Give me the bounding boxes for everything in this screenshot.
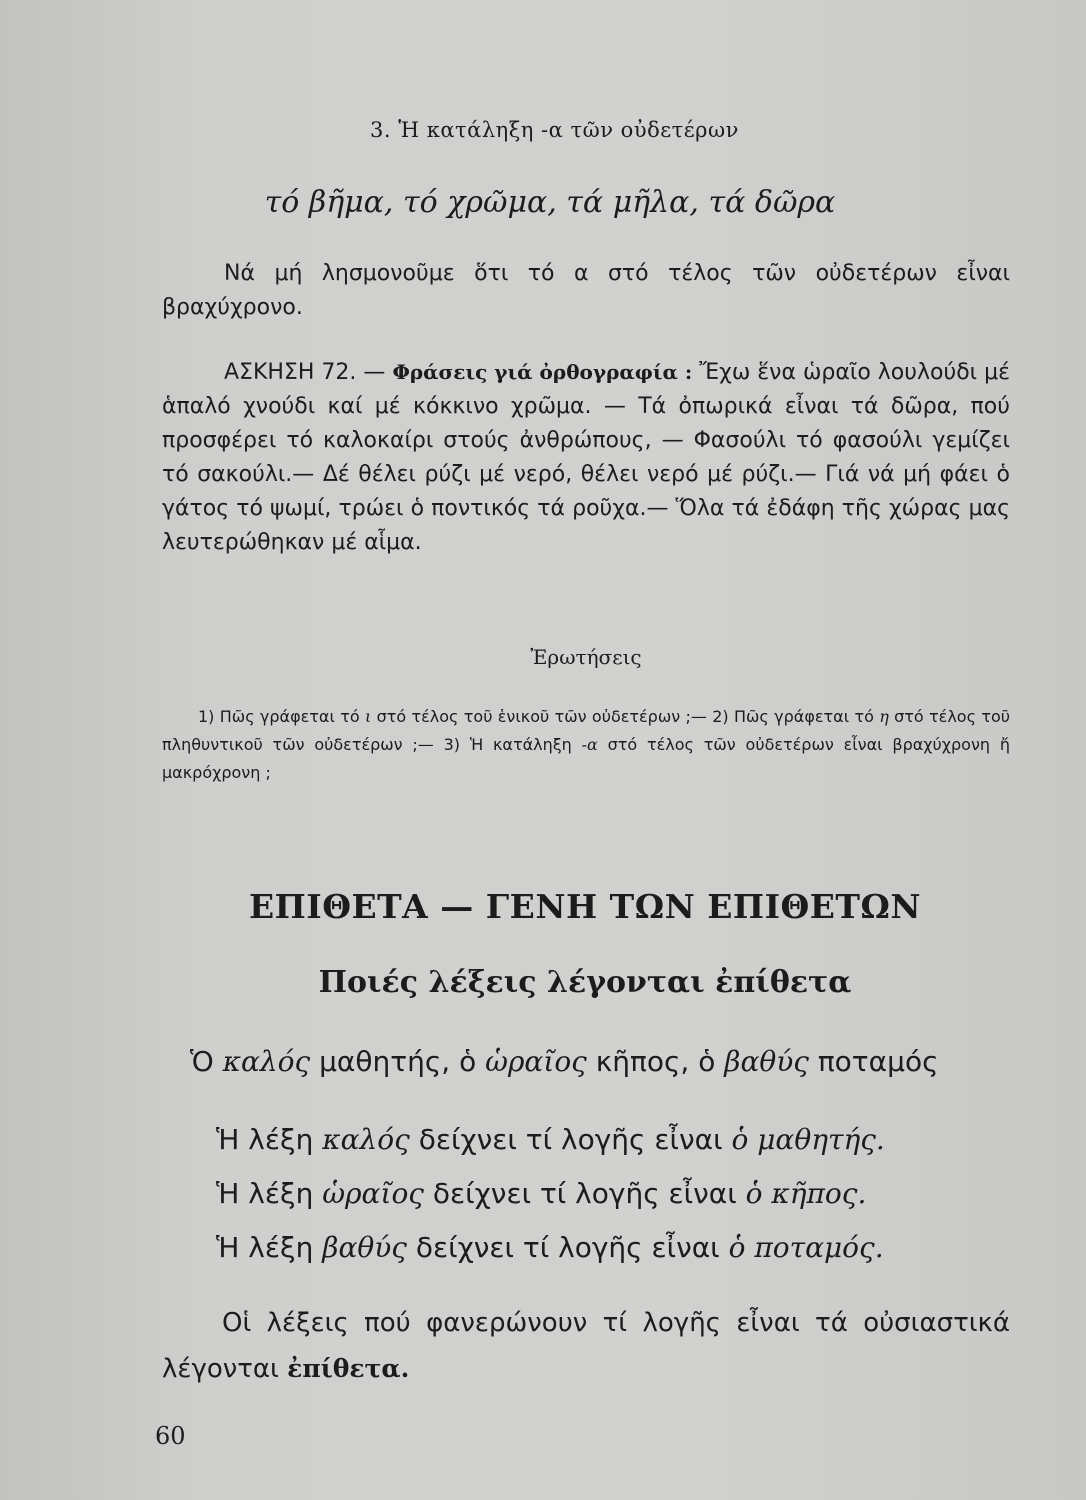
exercise-title: Φράσεις γιά ὀρθογραφία :: [392, 360, 693, 384]
example-adjective: καλός: [222, 1045, 311, 1078]
question-letter: η: [879, 707, 889, 726]
exercise-body: [162, 355, 1010, 560]
example-noun: ὁ ποταμός.: [728, 1231, 884, 1264]
example-line-2: [216, 1174, 866, 1214]
example-text: κῆπος, ὁ: [586, 1045, 725, 1078]
conclusion-paragraph: [162, 1300, 1010, 1392]
example-line-3: [216, 1228, 884, 1268]
exercise-number: ΑΣΚΗΣΗ 72. —: [224, 360, 386, 385]
question-letter: ι: [364, 707, 372, 726]
example-adjective: ὡραῖος: [485, 1045, 587, 1078]
example-text: Ἡ λέξη: [216, 1123, 323, 1156]
page-number: 60: [155, 1422, 186, 1450]
example-text: ποταμός: [808, 1045, 939, 1078]
exercise-text: Ἔχω ἕνα ὡραῖο λουλούδι μέ ἁπαλό χνούδι καί μέ κόκκινο χρῶμα. — Τά ὀπωρικά εἶναι τά δῶρα, πού προσφέρει τό καλοκαίρι στούς ἀνθρώπους, — Φασούλι τό φασούλι γεμίζει τό σακούλι.— Δέ θέλει ρύζι μέ νερό, θέλει νερό μέ ρύζι.— Γιά νά μή φάει ὁ γάτος τό ψωμί, τρώει ὁ ποντικός τά ροῦχα.— Ὅλα τά ἐδάφη τῆς χώρας μας λευτερώθηκαν μέ αἷμα.: [162, 360, 1011, 555]
example-adjective: ὡραῖος: [322, 1177, 424, 1210]
section-heading: 3. Ἡ κατάληξη -α τῶν οὐδετέρων: [370, 118, 739, 142]
exercise-label: [224, 360, 692, 385]
example-text: δείχνει τί λογῆς εἶναι: [423, 1177, 746, 1210]
conclusion-term: ἐπίθετα.: [287, 1354, 410, 1383]
questions-text: [162, 703, 1010, 787]
example-noun: ὁ μαθητής.: [731, 1123, 885, 1156]
example-line: τό βῆμα, τό χρῶμα, τά μῆλα, τά δῶρα: [264, 185, 836, 220]
example-text: Ἡ λέξη: [216, 1177, 323, 1210]
example-text: δείχνει τί λογῆς εἶναι: [409, 1123, 732, 1156]
question-part: στό τέλος τῶν οὐδετέρων εἶναι βραχύχρονη ἤ μακρόχρονη ;: [162, 735, 1010, 782]
question-part: στό τέλος τοῦ πληθυντικοῦ τῶν οὐδετέρων ;— 3) Ἡ κατάληξη: [162, 707, 1010, 754]
example-adjective: βαθύς: [724, 1045, 809, 1078]
example-adjective: καλός: [322, 1123, 410, 1156]
question-letter: -α: [581, 735, 598, 754]
example-main: [190, 1042, 939, 1082]
example-line-1: [216, 1120, 885, 1160]
questions-heading: Ἐρωτήσεις: [530, 645, 642, 669]
rule-text: Νά μή λησμονοῦμε ὅτι τό α στό τέλος τῶν οὐδετέρων εἶναι βραχύχρονο.: [162, 261, 1010, 320]
exercise-paragraph: [162, 355, 1010, 560]
question-part: 1) Πῶς γράφεται τό: [198, 707, 365, 726]
example-adjective: βαθύς: [322, 1231, 407, 1264]
example-noun: ὁ κῆπος.: [745, 1177, 867, 1210]
example-text: δείχνει τί λογῆς εἶναι: [406, 1231, 729, 1264]
question-part: στό τέλος τοῦ ἑνικοῦ τῶν οὐδετέρων ;— 2) Πῶς γράφεται τό: [371, 707, 880, 726]
rule-paragraph: [162, 257, 1010, 325]
example-text: μαθητής, ὁ: [310, 1045, 486, 1078]
chapter-title: ΕΠΙΘΕΤΑ — ΓΕΝΗ ΤΩΝ ΕΠΙΘΕΤΩΝ: [248, 887, 922, 926]
example-text: Ἡ λέξη: [216, 1231, 323, 1264]
example-text: Ὁ: [190, 1045, 223, 1078]
conclusion-text: Οἱ λέξεις πού φανερώνουν τί λογῆς εἶναι τά οὐσιαστικά λέγονται: [162, 1308, 1010, 1384]
subtitle: Ποιές λέξεις λέγονται ἐπίθετα: [318, 965, 852, 1000]
